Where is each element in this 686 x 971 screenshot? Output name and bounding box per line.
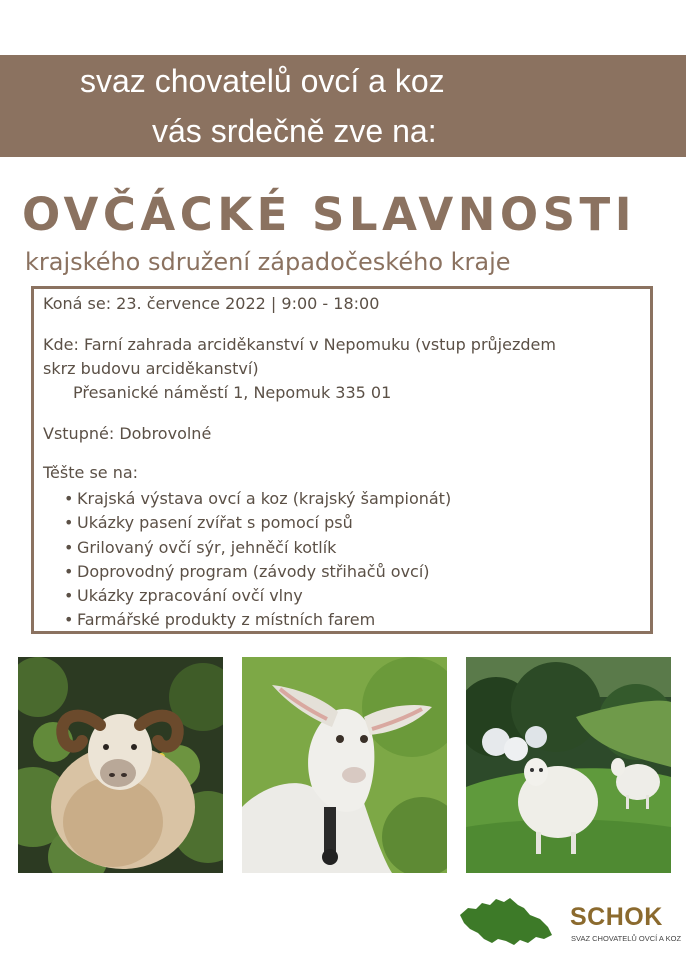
list-item: • Farmářské produkty z místních farem [64,608,451,632]
list-item: • Grilovaný ovčí sýr, jehněčí kotlík [64,536,451,560]
goat-photo [242,657,447,873]
list-item: • Ukázky zpracování ovčí vlny [64,584,451,608]
banner-line-1: svaz chovatelů ovcí a koz [80,63,445,99]
event-subtitle: krajského sdružení západočeského kraje [25,248,511,276]
logo-name: SCHOK [570,903,663,931]
program-list [64,487,451,633]
logo-tagline: SVAZ CHOVATELŮ OVCÍ A KOZ [571,934,682,943]
event-address: Přesanické náměstí 1, Nepomuk 335 01 [73,383,392,402]
sheep-photo [466,657,671,873]
event-info-box [31,286,653,634]
header-banner [0,55,686,157]
event-entry: Vstupné: Dobrovolné [43,424,212,443]
event-place-line-1: Kde: Farní zahrada arciděkanství v Nepomuku (vstup průjezdem [43,335,556,354]
list-item: • Ukázky pasení zvířat s pomocí psů [64,511,451,535]
banner-line-2: vás srdečně zve na: [152,113,437,149]
ram-photo [18,657,223,873]
event-place-line-2: skrz budovu arciděkanství) [43,359,259,378]
schok-map-logo-icon [458,893,553,948]
list-item: • Doprovodný program (závody střihačů ovcí) [64,560,451,584]
event-title: OVČÁCKÉ SLAVNOSTI [22,188,636,241]
event-date: Koná se: 23. července 2022 | 9:00 - 18:00 [43,294,380,313]
list-item: • Krajská výstava ovcí a koz (krajský šampionát) [64,487,451,511]
look-forward-heading: Těšte se na: [43,463,139,482]
